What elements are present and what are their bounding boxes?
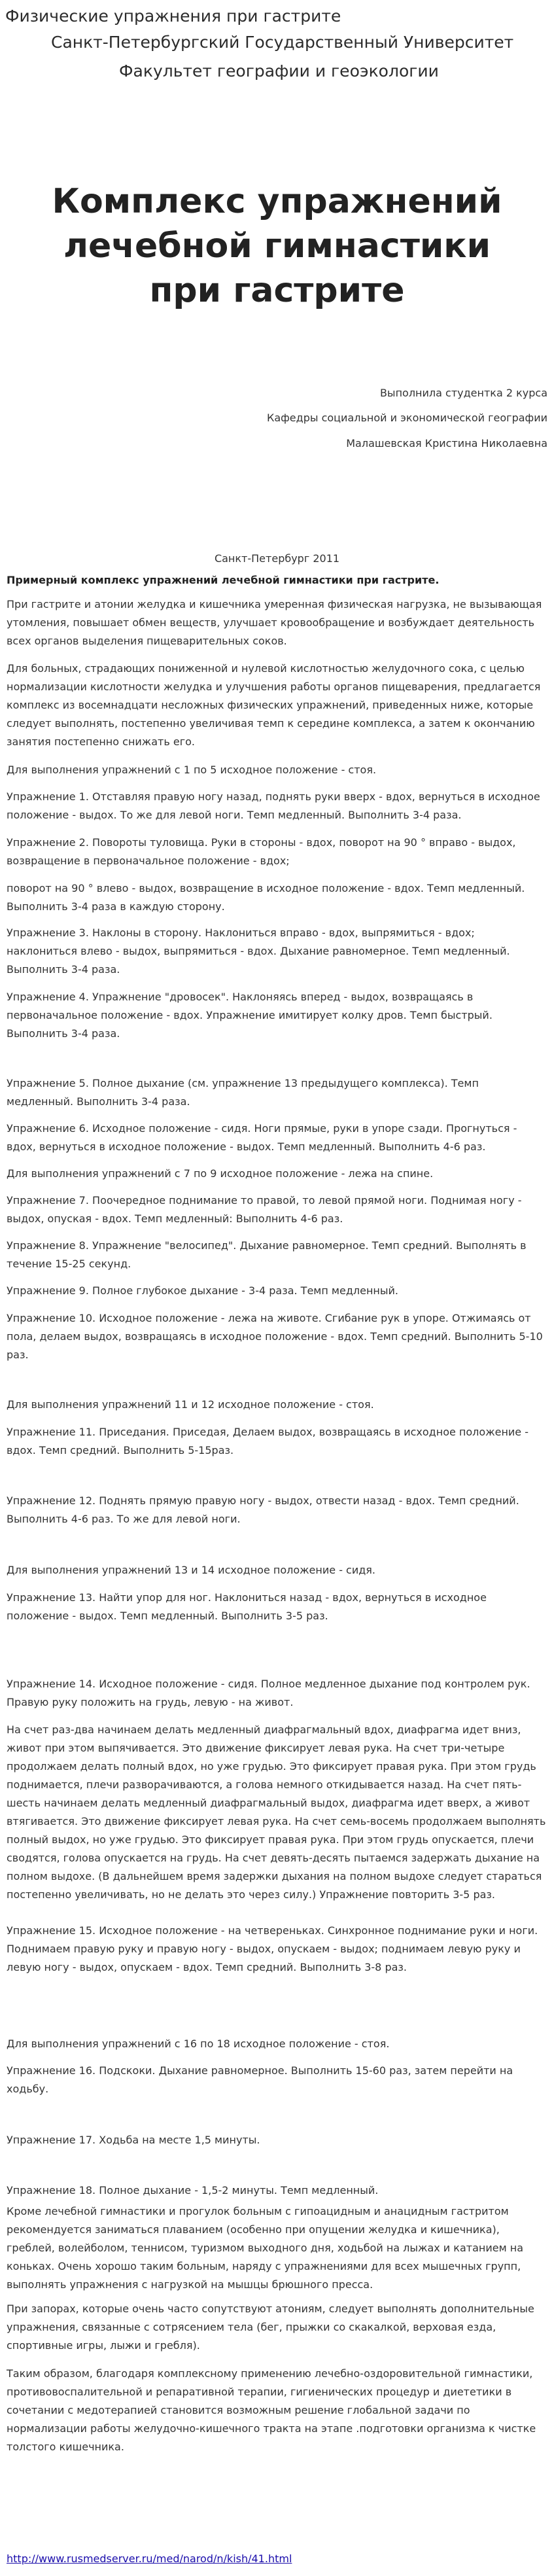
paragraph: На счет раз-два начинаем делать медленный диафрагмальный вдох, диафрагма идет вниз, живот при этом выпячивается. Это движение фиксирует левая рука. На счет три-четыре продолжаем делать полный вдох, но уже грудью. Это фиксирует правая рука. При этом грудь поднимается, плечи разворачиваются, а голова немного откидывается назад. На счет пять-шесть начинаем делать медленный диафрагмальный выдох, диафрагма идет вверх, а живот втягивается. Это движение фиксирует левая рука. На счет семь-восемь продолжаем выполнять полный выдох, но уже грудью. Это фиксирует правая рука. При этом грудь опускается, плечи сводятся, голова опускается на грудь. На счет девять-десять пытаемся задержать дыхание на полном выдохе. (В дальнейшем время задержки дыхания на полном выдохе следует стараться постепенно увеличивать, но не делать это через силу.) Упражнение повторить 3-5 раз. bbox=[7, 1723, 546, 1901]
paragraph: Для выполнения упражнений с 1 по 5 исходное положение - стоя. bbox=[7, 764, 377, 776]
author-line-department: Кафедры социальной и экономической географии bbox=[266, 412, 547, 424]
paragraph: Упражнение 2. Повороты туловища. Руки в стороны - вдох, поворот на 90 ° вправо - выдох, возвращение в первоначальное положение - вдох; bbox=[7, 836, 516, 867]
paragraph: Упражнение 15. Исходное положение - на четвереньках. Синхронное поднимание руки и ноги. Поднимаем правую руку и правую ногу - выдох, опускаем - выдох; поднимаем левую руку и левую ногу - выдох, опускаем - вдох. Темп средний. Выполнить 3-8 раз. bbox=[7, 1924, 538, 1973]
paragraph: Упражнение 1. Отставляя правую ногу назад, поднять руки вверх - вдох, вернуться в исходное положение - выдох. То же для левой ноги. Темп медленный. Выполнить 3-4 раза. bbox=[7, 790, 540, 821]
paragraph: Упражнение 12. Поднять прямую правую ногу - выдох, отвести назад - вдох. Темп средний. Выполнить 4-6 раз. То же для левой ноги. bbox=[7, 1494, 519, 1525]
paragraph: При запорах, которые очень часто сопутствуют атониям, следует выполнять дополнительные упражнения, связанные с сотрясением тела (бег, прыжки со скакалкой, верховая езда, спортивные игры, лыжи и гребля). bbox=[7, 2303, 534, 2352]
main-title-line: при гастрите bbox=[149, 271, 405, 310]
paragraph: Упражнение 4. Упражнение "дровосек". Наклоняясь вперед - выдох, возвращаясь в первоначальное положение - вдох. Упражнение имитирует колку дров. Темп быстрый. Выполнить 3-4 раза. bbox=[7, 991, 493, 1040]
paragraph: Упражнение 10. Исходное положение - лежа на животе. Сгибание рук в упоре. Отжимаясь от пола, делаем выдох, возвращаясь в исходное положение - вдох. Темп средний. Выполнить 5-10 раз. bbox=[7, 1312, 543, 1361]
paragraph: Для выполнения упражнений с 7 по 9 исходное положение - лежа на спине. bbox=[7, 1167, 434, 1180]
main-title-line: Комплекс упражнений bbox=[52, 182, 502, 221]
paragraph: Упражнение 13. Найти упор для ног. Наклониться назад - вдох, вернуться в исходное положение - выдох. Темп медленный. Выполнить 3-5 раз. bbox=[7, 1591, 487, 1622]
paragraph: Упражнение 17. Ходьба на месте 1,5 минуты. bbox=[7, 2134, 260, 2146]
paragraph: Упражнение 5. Полное дыхание (см. упражнение 13 предыдущего комплекса). Темп медленный. Выполнить 3-4 раза. bbox=[7, 1077, 479, 1108]
paragraph: Для больных, страдающих пониженной и нулевой кислотностью желудочного сока, с целью нормализации кислотности желудка и улучшения работы органов пищеварения, предлагается комплекс из восемнадцати несложных физических упражнений, приведенных ниже, которые следует выполнять, постепенно увеличивая темп к середине комплекса, а затем к окончанию занятия постепенно снижать его. bbox=[7, 662, 541, 748]
author-line-student: Выполнила студентка 2 курса bbox=[379, 387, 547, 399]
city-year: Санкт-Петербург 2011 bbox=[214, 552, 340, 565]
faculty-name: Факультет географии и геоэкологии bbox=[119, 62, 439, 80]
section-heading: Примерный комплекс упражнений лечебной гимнастики при гастрите. bbox=[7, 574, 440, 586]
paragraph: Упражнение 9. Полное глубокое дыхание - 3-4 раза. Темп медленный. bbox=[7, 1284, 398, 1297]
paragraph: Кроме лечебной гимнастики и прогулок больным с гипоацидным и анацидным гастритом рекомендуется заниматься плаванием (особенно при опущении желудка и кишечника), греблей, волейболом, теннисом, туризмом выходного дня, ходьбой на лыжах и катанием на коньках. Очень хорошо таким больным, наряду с упражнениями для всех мышечных групп, выполнять упражнения с нагрузкой на мышцы брюшного пресса. bbox=[7, 2205, 524, 2291]
paragraph: Упражнение 16. Подскоки. Дыхание равномерное. Выполнить 15-60 раз, затем перейти на ходьбу. bbox=[7, 2064, 513, 2095]
paragraph: Упражнение 3. Наклоны в сторону. Наклониться вправо - вдох, выпрямиться - вдох; наклониться влево - выдох, выпрямиться - вдох. Дыхание равномерное. Темп медленный. Выполнить 3-4 раза. bbox=[7, 926, 510, 976]
university-name: Санкт-Петербургский Государственный Университет bbox=[51, 33, 514, 52]
paragraph: Для выполнения упражнений с 16 по 18 исходное положение - стоя. bbox=[7, 2038, 390, 2050]
paragraph: Упражнение 11. Приседания. Приседая, Делаем выдох, возвращаясь в исходное положение - вдох. Темп средний. Выполнить 5-15раз. bbox=[7, 1426, 529, 1456]
paragraph: Для выполнения упражнений 11 и 12 исходное положение - стоя. bbox=[7, 1398, 374, 1411]
source-link[interactable]: http://www.rusmedserver.ru/med/narod/n/kish/41.html bbox=[7, 2552, 292, 2565]
paragraph: При гастрите и атонии желудка и кишечника умеренная физическая нагрузка, не вызывающая утомления, повышает обмен веществ, улучшает кровообращение и возбуждает деятельность всех органов выделения пищеварительных соков. bbox=[7, 598, 542, 647]
paragraph: Упражнение 14. Исходное положение - сидя. Полное медленное дыхание под контролем рук. Правую руку положить на грудь, левую - на живот. bbox=[7, 1678, 530, 1708]
paragraph: Таким образом, благодаря комплексному применению лечебно-оздоровительной гимнастики, противовоспалительной и репаративной терапии, гигиенических процедур и диететики в сочетании с медотерапией становится возможным решение глобальной задачи по нормализации работы желудочно-кишечного тракта на этапе .подготовки организма к чистке толстого кишечника. bbox=[7, 2367, 536, 2453]
paragraph: Упражнение 6. Исходное положение - сидя. Ноги прямые, руки в упоре сзади. Прогнуться - вдох, вернуться в исходное положение - выдох. Темп медленный. Выполнить 4-6 раз. bbox=[7, 1122, 517, 1153]
paragraph: Упражнение 7. Поочередное поднимание то правой, то левой прямой ноги. Поднимая ногу - выдох, опуская - вдох. Темп медленный: Выполнить 4-6 раз. bbox=[7, 1194, 522, 1225]
main-title-line: лечебной гимнастики bbox=[63, 226, 491, 266]
paragraph: Упражнение 8. Упражнение "велосипед". Дыхание равномерное. Темп средний. Выполнять в течение 15-25 секунд. bbox=[7, 1239, 527, 1270]
paragraph: Упражнение 18. Полное дыхание - 1,5-2 минуты. Темп медленный. bbox=[7, 2184, 379, 2197]
paragraph: поворот на 90 ° влево - выдох, возвращение в исходное положение - вдох. Темп медленный. Выполнить 3-4 раза в каждую сторону. bbox=[7, 882, 525, 913]
author-line-name: Малашевская Кристина Николаевна bbox=[346, 437, 547, 450]
paragraph: Для выполнения упражнений 13 и 14 исходное положение - сидя. bbox=[7, 1564, 376, 1576]
document-title: Физические упражнения при гастрите bbox=[5, 7, 341, 26]
main-title bbox=[0, 179, 554, 313]
